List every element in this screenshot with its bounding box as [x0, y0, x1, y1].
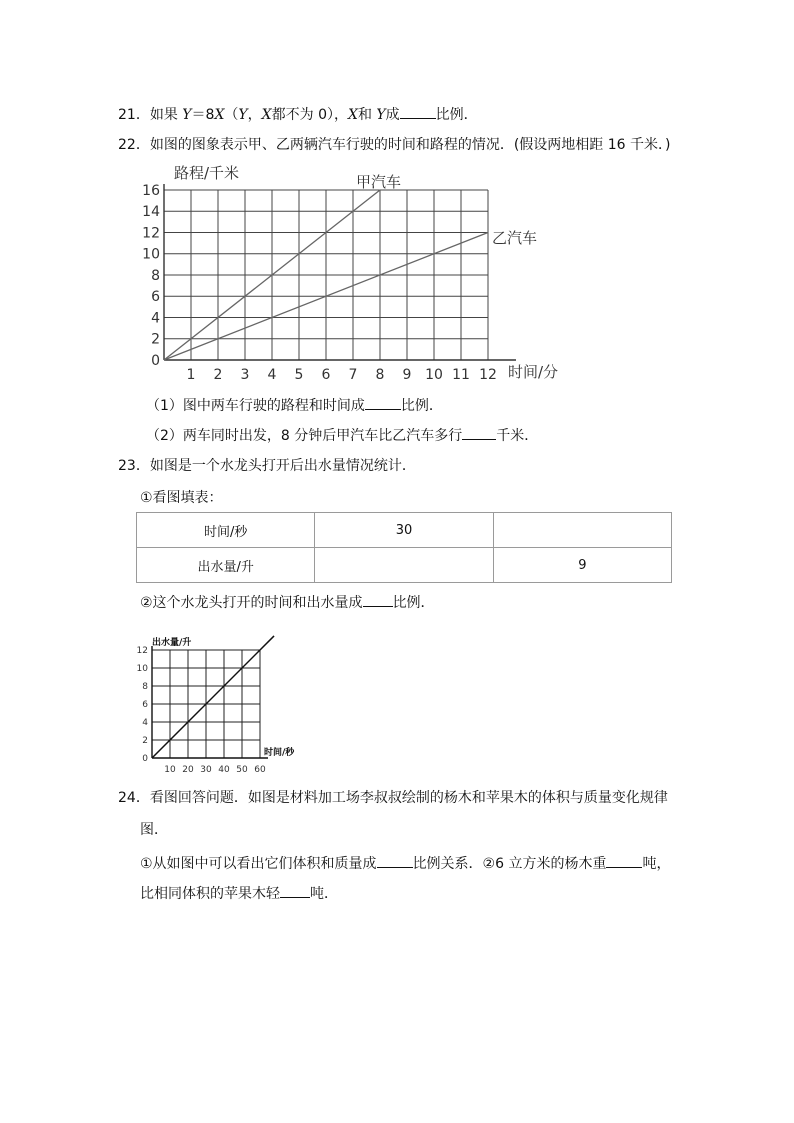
question-24-text-continued: 图．: [140, 822, 168, 838]
question-23-part-2: [140, 591, 435, 613]
y-tick-label: 4: [142, 718, 148, 729]
y-tick-label: 14: [142, 204, 160, 221]
table-cell: 出水量/升: [137, 548, 315, 583]
question-text: 和: [357, 107, 377, 123]
y-tick-label: 2: [142, 736, 148, 747]
x-tick-label: 12: [479, 367, 497, 383]
tick-labels: [137, 646, 266, 775]
question-number: 23．: [118, 458, 150, 474]
x-tick-label: 40: [218, 765, 230, 775]
y-tick-label: 12: [136, 646, 148, 657]
y-tick-label: 12: [142, 225, 160, 242]
y-tick-label: 8: [151, 267, 160, 284]
y-tick-label: 6: [151, 289, 160, 306]
x-tick-label: 20: [182, 765, 194, 775]
y-tick-label: 0: [151, 352, 160, 369]
question-number: 21．: [118, 107, 150, 123]
answer-blank[interactable]: [280, 882, 310, 898]
question-text: 如图的图象表示甲、乙两辆汽车行驶的时间和路程的情况．(假设两地相距 16 千米．): [149, 137, 671, 153]
series-label-jia: 甲汽车: [356, 173, 402, 191]
x-tick-label: 60: [254, 765, 266, 775]
question-text: 如果: [149, 107, 183, 123]
variable-x: X: [348, 107, 358, 123]
question-24-part-2: [140, 882, 338, 904]
y-tick-label: 2: [151, 331, 160, 348]
x-axis-label: 时间/分: [508, 363, 559, 381]
question-text: ①从如图中可以看出它们体积和质量成: [140, 856, 377, 872]
variable-x: X: [261, 107, 272, 123]
question-text: 比例．: [435, 107, 478, 123]
question-text: 比相同体积的苹果木轻: [140, 886, 280, 902]
question-text: 吨．: [310, 886, 338, 902]
x-tick-label: 9: [402, 367, 412, 383]
x-tick-label: 50: [236, 765, 248, 775]
x-tick-label: 7: [348, 367, 358, 383]
table-cell: 时间/秒: [137, 513, 315, 548]
y-tick-label: 4: [151, 310, 160, 327]
series-label-yi: 乙汽车: [492, 229, 538, 247]
answer-blank[interactable]: [462, 424, 496, 440]
answer-blank[interactable]: [363, 591, 393, 607]
x-tick-label: 10: [425, 367, 443, 383]
question-22: [118, 135, 670, 155]
distance-time-chart: [140, 158, 580, 388]
x-tick-label: 6: [321, 367, 331, 383]
variable-y: Y: [376, 107, 386, 123]
question-number: 22．: [118, 137, 150, 153]
y-tick-label: 0: [142, 754, 148, 765]
question-22-part-2: [146, 424, 538, 446]
question-text: ，: [247, 107, 262, 123]
question-text: ②这个水龙头打开的时间和出水量成: [140, 595, 363, 611]
x-tick-label: 2: [213, 367, 223, 383]
question-text: （: [224, 107, 239, 123]
table-row: [137, 548, 672, 583]
question-text: 比例关系．②6 立方米的杨木重: [412, 856, 607, 872]
answer-blank[interactable]: [400, 103, 436, 119]
x-axis-label: 时间/秒: [264, 748, 295, 758]
question-23: [118, 456, 416, 476]
answer-blank[interactable]: [365, 394, 401, 410]
question-text: 比例．: [392, 595, 435, 611]
question-number: 24．: [118, 790, 150, 806]
question-21: [118, 103, 478, 125]
question-22-part-1: [146, 394, 443, 416]
question-text: （2）两车同时出发，8 分钟后甲汽车比乙汽车多行: [146, 428, 463, 444]
y-tick-label: 10: [142, 246, 160, 263]
tick-labels: [142, 183, 497, 383]
x-tick-label: 10: [164, 765, 176, 775]
question-text: （1）图中两车行驶的路程和时间成: [146, 398, 365, 414]
variable-y: Y: [182, 107, 192, 123]
y-tick-label: 10: [136, 664, 148, 675]
question-text: 都不为 0），: [271, 107, 348, 123]
y-axis-label: 路程/千米: [174, 164, 240, 182]
x-tick-label: 11: [452, 367, 470, 383]
x-tick-label: 1: [186, 367, 196, 383]
question-text: ＝8: [191, 107, 215, 123]
answer-blank[interactable]: [606, 852, 642, 868]
y-axis-label: 出水量/升: [152, 638, 192, 648]
question-text: 如图是一个水龙头打开后出水量情况统计．: [149, 458, 416, 474]
y-tick-label: 8: [142, 682, 148, 693]
question-text: 吨，: [642, 856, 671, 872]
table-row: [137, 513, 672, 548]
water-flow-chart: [138, 630, 298, 776]
fill-in-table: [136, 512, 672, 583]
y-tick-label: 16: [142, 182, 160, 199]
question-text: 看图回答问题．如图是材料加工场李叔叔绘制的杨木和苹果木的体积与质量变化规律: [149, 790, 668, 806]
chart-grid: [164, 190, 488, 360]
x-tick-label: 3: [240, 367, 250, 383]
table-cell-answer[interactable]: [315, 548, 493, 583]
table-cell: 9: [493, 548, 671, 583]
table-cell: 30: [315, 513, 493, 548]
x-tick-label: 30: [200, 765, 212, 775]
x-tick-label: 4: [267, 367, 277, 383]
question-text: 成: [385, 107, 400, 123]
answer-blank[interactable]: [377, 852, 413, 868]
table-cell-answer[interactable]: [493, 513, 671, 548]
question-24-part-1: [140, 852, 670, 874]
x-tick-label: 5: [294, 367, 304, 383]
fill-table-instruction: ①看图填表：: [140, 490, 223, 506]
question-text: 千米．: [496, 428, 539, 444]
question-text: 比例．: [400, 398, 443, 414]
x-tick-label: 8: [375, 367, 385, 383]
variable-x: X: [214, 107, 225, 123]
y-tick-label: 6: [142, 700, 148, 711]
variable-y: Y: [238, 107, 248, 123]
question-24: [118, 788, 668, 808]
chart-axes: [164, 184, 516, 360]
